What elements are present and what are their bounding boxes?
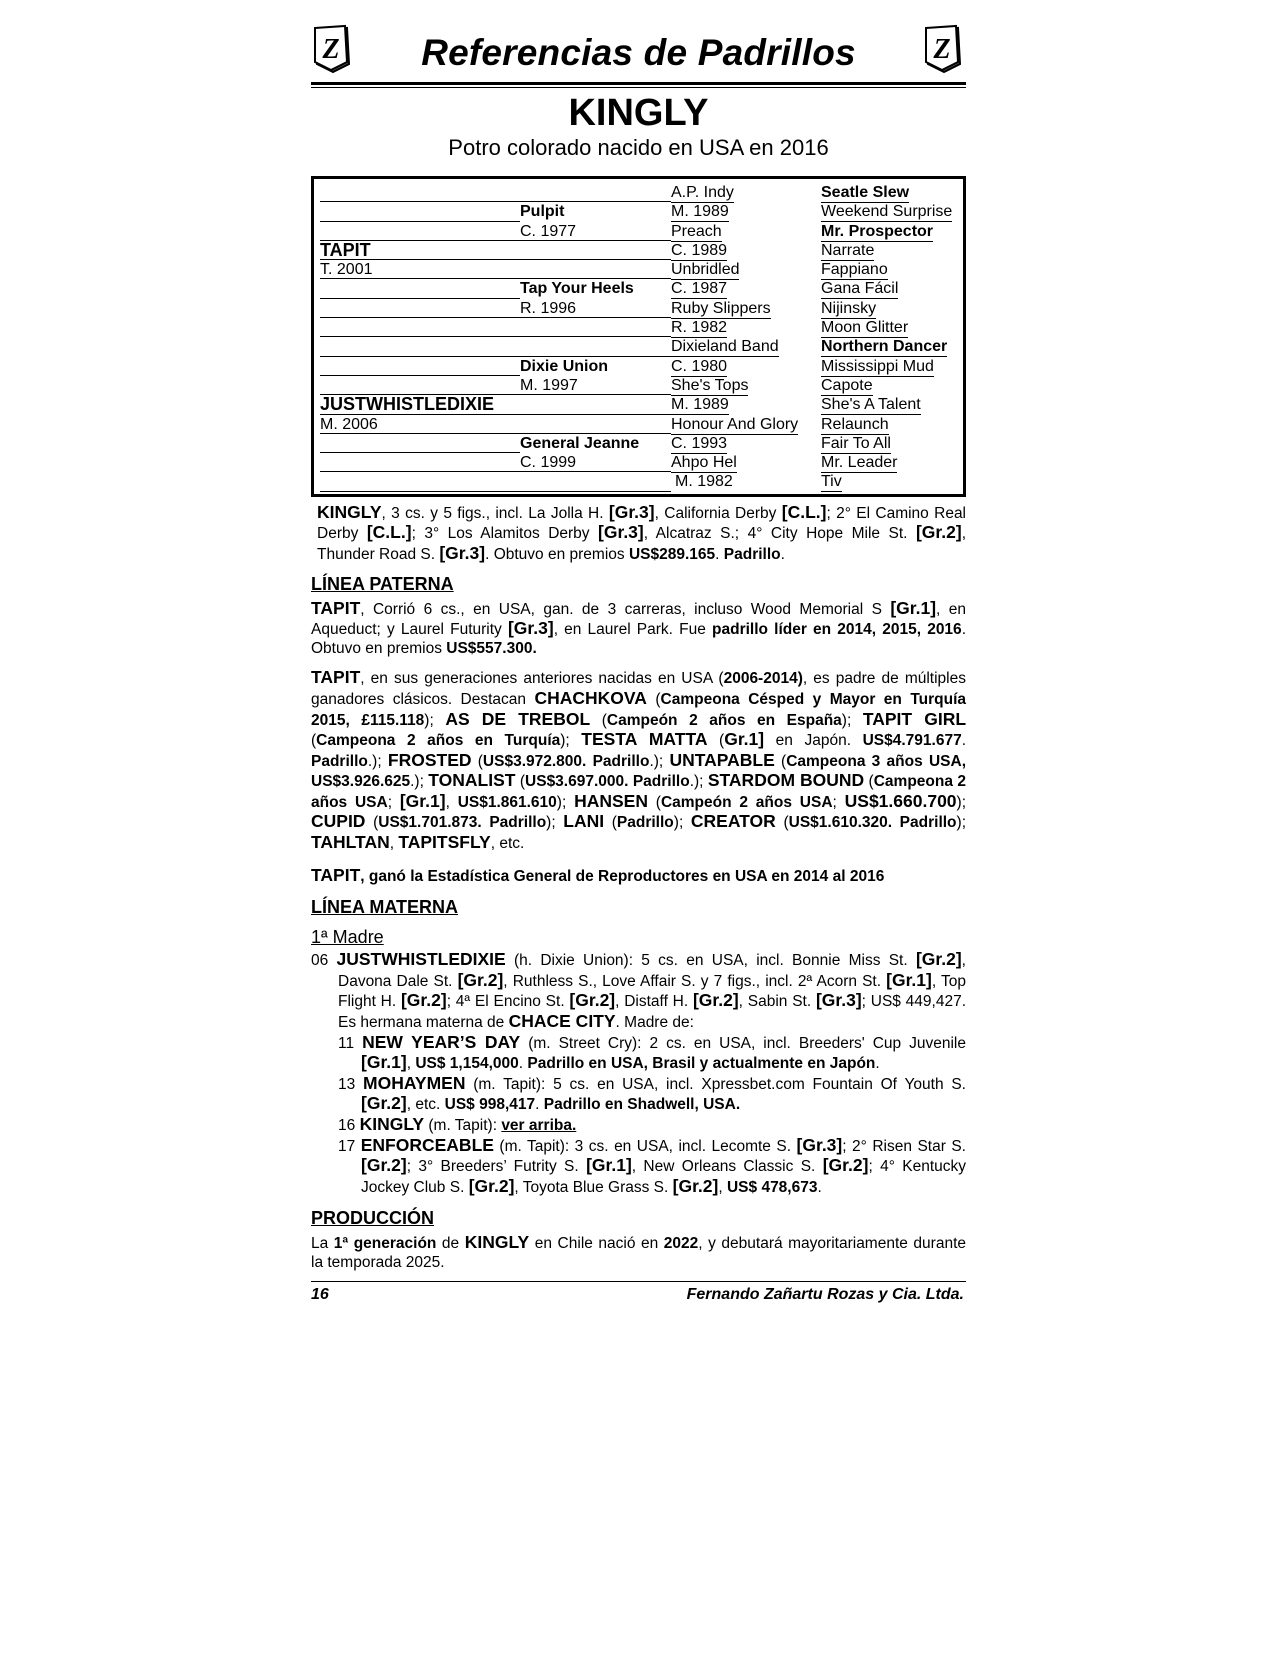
pedigree-row: General Jeanne C. 1993 Fair To All — [320, 434, 957, 453]
header-rule — [311, 82, 966, 85]
foal-entry: 17 ENFORCEABLE (m. Tapit): 3 cs. en USA, incl. Lecomte S. [Gr.3]; 2° Risen Star S. [Gr.2]; 3° Breeders’ Futrity S. [Gr.1], New Orleans Classic S. [Gr.2]; 4° Kentucky Jockey Club S. [Gr.2], Toyota Blue Grass S. [Gr.2], US$ 478,673. — [338, 1134, 967, 1196]
horse-name: KINGLY — [568, 92, 709, 134]
catalog-page — [311, 20, 966, 1308]
page-number: 16 — [311, 1285, 329, 1303]
svg-text:Z: Z — [322, 34, 340, 65]
pedigree-row: T. 2001 Unbridled Fappiano — [320, 261, 888, 279]
pedigree-row: M. 1982 Tiv — [320, 472, 957, 491]
section-heading-produccion: PRODUCCIÓN — [311, 1208, 435, 1229]
paterna-paragraph-1: TAPIT, Corrió 6 cs., en USA, gan. de 3 carreras, incluso Wood Memorial S [Gr.1], en Aqueduct; y Laurel Futurity [Gr.3], en Laurel Park. Fue padrillo líder en 2014, 2015, 2016. Obtuvo en premios US$557.300. — [311, 597, 966, 657]
zanartu-logo-icon — [922, 24, 966, 74]
pedigree-row: R. 1996 Ruby Slippers Nijinsky — [320, 299, 957, 318]
header-title: Referencias de Padrillos — [421, 32, 856, 73]
pedigree-row: Dixie Union C. 1980 Mississippi Mud — [320, 357, 957, 376]
page-header — [311, 20, 966, 82]
paterna-paragraph-2: TAPIT, en sus generaciones anteriores nacidas en USA (2006-2014), es padre de múltiples ganadores clásicos. Destacan CHACHKOVA (Campeona Césped y Mayor en Turquía 2015, £115.118); AS DE TREBOL (Campeón 2 años en España); TAPIT GIRL (Campeona 2 años en Turquía); TESTA MATTA (Gr.1] en Japón. US$4.791.677. Padrillo.); FROSTED (US$3.972.800. Padrillo.); UNTAPABLE (Campeona 3 años USA, US$3.926.625.); TONALIST (US$3.697.000. Padrillo.); STARDOM BOUND (Campeona 2 años USA; [Gr.1], US$1.861.610); HANSEN (Campeón 2 años USA; US$1.660.700); CUPID (US$1.701.873. Padrillo); LANI (Padrillo); CREATOR (US$1.610.320. Padrillo); TAHLTAN, TAPITSFLY, etc. — [311, 667, 967, 853]
pedigree-row: JUSTWHISTLEDIXIE M. 1989 She's A Talent — [320, 394, 921, 415]
madre-label: 1ª Madre — [311, 927, 384, 948]
dam-entry: 06 JUSTWHISTLEDIXIE (h. Dixie Union): 5 cs. en USA, incl. Bonnie Miss St. [Gr.2], Davona Dale St. [Gr.2], Ruthless S., Love Affair S. y 7 figs., incl. 2ª Acorn St. [Gr.1], Top Flight H. [Gr.2]; 4ª El Encino St. [Gr.2], Distaff H. [Gr.2], Sabin St. [Gr.3]; US$ 449,427. Es hermana materna de CHACE CITY. Madre de: — [311, 949, 967, 1032]
pedigree-row: Tap Your Heels C. 1987 Gana Fácil — [320, 279, 957, 298]
foal-entry: 11 NEW YEAR’S DAY (m. Street Cry): 2 cs. en USA, incl. Breeders' Cup Juvenile [Gr.1], US$ 1,154,000. Padrillo en USA, Brasil y actualmente en Japón. — [338, 1031, 966, 1073]
pedigree-row: M. 1997 She's Tops Capote — [320, 376, 957, 395]
pedigree-row: Pulpit M. 1989 Weekend Surprise — [320, 202, 957, 221]
svg-text:Z: Z — [933, 34, 951, 65]
foal-entry: 16 KINGLY (m. Tapit): ver arriba. — [338, 1114, 577, 1134]
summary-paragraph: KINGLY, 3 cs. y 5 figs., incl. La Jolla H. [Gr.3], California Derby [C.L.]; 2° El Camino Real Derby [C.L.]; 3° Los Alamitos Derby [Gr.3], Alcatraz S.; 4° City Hope Mile St. [Gr.2], Thunder Road S. [Gr.3]. Obtuvo en premios US$289.165. Padrillo. — [317, 501, 967, 563]
pedigree-row: C. 1999 Ahpo Hel Mr. Leader — [320, 453, 957, 472]
pedigree-row: TAPIT C. 1989 Narrate — [320, 239, 875, 260]
foal-entry: 13 MOHAYMEN (m. Tapit): 5 cs. en USA, incl. Xpressbet.com Fountain Of Youth S. [Gr.2], etc. US$ 998,417. Padrillo en Shadwell, USA. — [338, 1072, 966, 1114]
pedigree-table — [311, 176, 966, 497]
pedigree-row: R. 1982 Moon Glitter — [320, 318, 957, 337]
header-rule-thin — [311, 87, 966, 88]
pedigree-row: A.P. Indy Seatle Slew — [320, 183, 957, 202]
produccion-paragraph: La 1ª generación de KINGLY en Chile nació en 2022, y debutará mayoritariamente durante la temporada 2025. — [311, 1232, 966, 1271]
pedigree-row: Dixieland Band Northern Dancer — [320, 337, 957, 356]
pedigree-row: C. 1977 Preach Mr. Prospector — [320, 222, 957, 241]
pedigree-dam: JUSTWHISTLEDIXIE — [320, 394, 495, 415]
pedigree-row: M. 2006 Honour And Glory Relaunch — [320, 415, 889, 433]
footer-company: Fernando Zañartu Rozas y Cia. Ltda. — [686, 1285, 964, 1303]
ver-arriba-link[interactable]: ver arriba. — [501, 1117, 577, 1134]
section-heading-materna: LÍNEA MATERNA — [311, 897, 458, 918]
pedigree-sire: TAPIT — [320, 239, 371, 260]
horse-subtitle: Potro colorado nacido en USA en 2016 — [448, 135, 829, 160]
page-footer — [311, 1281, 966, 1308]
paterna-paragraph-3: TAPIT, ganó la Estadística General de Reproductores en USA en 2014 al 2016 — [311, 864, 885, 885]
section-heading-paterna: LÍNEA PATERNA — [311, 573, 454, 594]
